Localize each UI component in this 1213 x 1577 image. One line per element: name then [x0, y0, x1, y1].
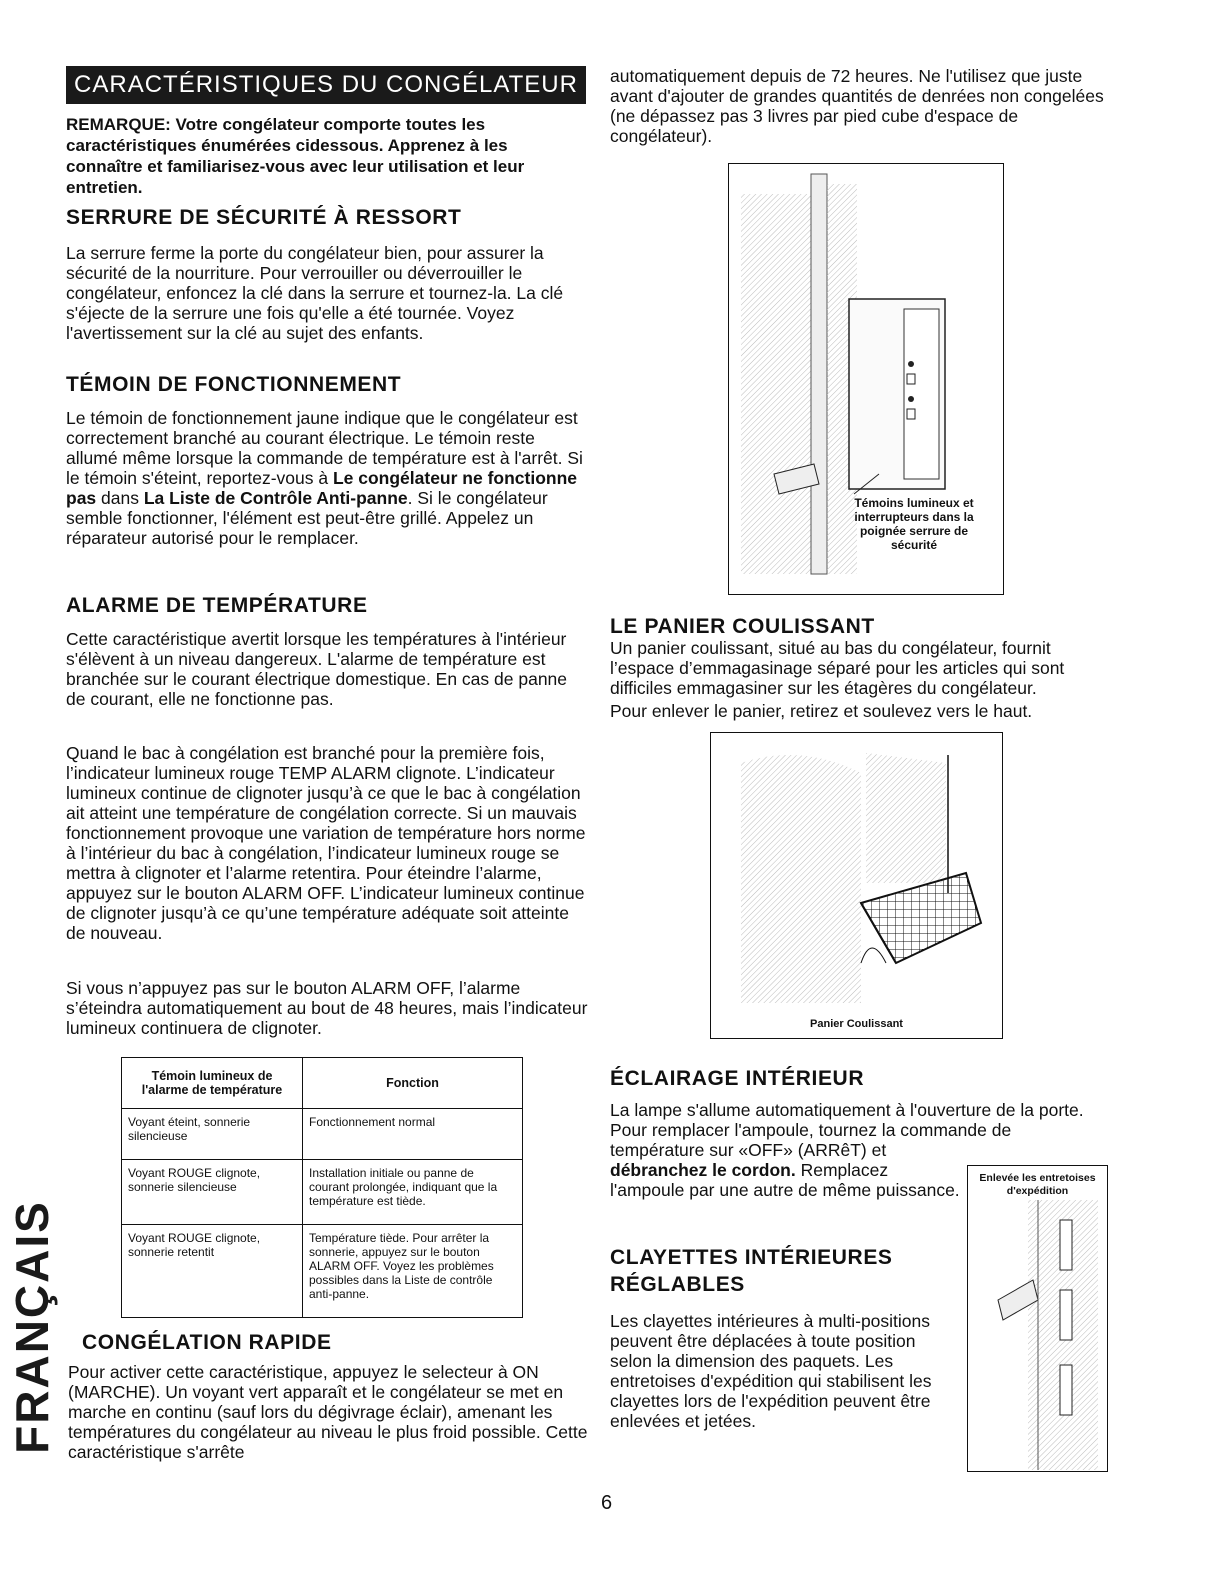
eclairage-rest: Remplacez l'ampoule par une autre de même puissance.: [610, 1160, 960, 1200]
alarme-p2: Quand le bac à congélation est branché pour la première fois, l’indicateur lumineux rouge TEMP ALARM clignote. L’indicateur lumineux continue de clignoter jusqu’à ce que le bac à congélation ait atteint une température de congélation correcte. Si un mauvais fonctionnement provoque une variation de température hors norme à l’intérieur du bac à congélation, l’indicateur lumineux rouge se mettra à clignoter et l’alarme retentira. Pour éteindre l’alarme, appuyez sur le bouton ALARM OFF. L’indicateur lumineux continue de clignoter jusqu’à ce qu’une température adéquate soit atteinte de nouveau.: [66, 743, 586, 943]
lock-caption: Témoins lumineux et interrupteurs dans la poignée serrure de sécurité: [854, 496, 974, 552]
table-cell-light: Voyant éteint, sonnerie silencieuse: [122, 1109, 303, 1160]
congelation-rapide-continued: automatiquement depuis de 72 heures. Ne l'utilisez que juste avant d'ajouter de grandes quantités de denrées non congelées (ne dépassez pas 3 livres par pied cube d'espace de congélateur).: [610, 66, 1104, 146]
table-header-light: Témoin lumineux de l'alarme de température: [122, 1058, 303, 1109]
temoin-text: [66, 408, 588, 548]
heading-alarme: ALARME DE TEMPÉRATURE: [66, 594, 368, 617]
table-cell-fonction: Fonctionnement normal: [303, 1109, 523, 1160]
alarm-table: [121, 1057, 523, 1318]
table-cell-fonction: Température tiède. Pour arrêter la sonnerie, appuyez sur le bouton ALARM OFF. Voyez les problèmes possibles dans la Liste de contrôle anti-panne.: [303, 1225, 523, 1318]
heading-eclairage: ÉCLAIRAGE INTÉRIEUR: [610, 1067, 865, 1090]
heading-temoin: TÉMOIN DE FONCTIONNEMENT: [66, 373, 402, 396]
shelves-caption: Enlevée les entretoises d'expédition: [979, 1172, 1096, 1197]
table-cell-light: Voyant ROUGE clignote, sonnerie silencieuse: [122, 1160, 303, 1225]
language-label: FRANÇAIS: [6, 1200, 59, 1454]
eclairage-text: [610, 1160, 960, 1200]
temoin-text-d: La Liste de Contrôle Anti-panne: [143, 488, 408, 508]
table-row: [122, 1160, 523, 1225]
basket-illustration: [711, 733, 1002, 1013]
figure-shelf-spacers: [967, 1165, 1108, 1472]
shelves-illustration: [968, 1200, 1107, 1470]
heading-serrure: SERRURE DE SÉCURITÉ À RESSORT: [66, 206, 462, 229]
table-row: [122, 1109, 523, 1160]
temoin-text-e: . Si le congélateur semble fonctionner, l'élément est peut-être grillé. Appelez un réparateur autorisé pour le remplacer.: [66, 488, 548, 548]
figure-basket: [710, 732, 1003, 1039]
table-cell-light: Voyant ROUGE clignote, sonnerie retentit: [122, 1225, 303, 1318]
temoin-text-a: Le témoin de fonctionnement jaune indique que le congélateur est correctement branché au courant électrique. Le témoin reste allumé même lorsque la commande de température est à l'arrêt. Si le témoin s'éteint, reportez-vous à: [66, 408, 583, 488]
basket-caption: Panier Coulissant: [810, 1018, 903, 1030]
figure-lock-handle: [728, 163, 1004, 595]
alarme-p3: Si vous n’appuyez pas sur le bouton ALARM OFF, l’alarme s’éteindra automatiquement au bout de 48 heures, mais l’indicateur lumineux continuera de clignoter.: [66, 978, 588, 1038]
serrure-text: La serrure ferme la porte du congélateur bien, pour assurer la sécurité de la nourriture. Pour verrouiller ou déverrouiller le congélateur, enfoncez la clé dans la serrure et tournez-la. La clé s'éjecte de la serrure une fois qu'elle a été tournée. Voyez l'avertissement sur la clé au sujet des enfants.: [66, 243, 564, 343]
temoin-text-c: dans: [96, 488, 144, 508]
table-row: [122, 1225, 523, 1318]
remarque-note: REMARQUE: Votre congélateur comporte toutes les caractéristiques énumérées cidessous. Apprenez à les connaître et familiarisez-vous avec leur utilisation et leur entretien.: [66, 115, 525, 197]
clayettes-text: Les clayettes intérieures à multi-positions peuvent être déplacées à toute position selon la dimension des paquets. Les entretoises d'expédition qui stabilisent les clayettes lors de l'expédition peuvent être enlevées et jetées.: [610, 1311, 932, 1431]
eclairage-line1: La lampe s'allume automatiquement à l'ouverture de la porte. Pour remplacer l'ampoule, tournez la commande de température sur «OFF» (ARRêT) et: [610, 1100, 1084, 1160]
alarme-p1: Cette caractéristique avertit lorsque les températures à l'intérieur s'élèvent à un niveau dangereux. L'alarme de température est branchée sur le courant électrique domestique. En cas de panne de courant, elle ne fonctionne pas.: [66, 629, 568, 709]
heading-panier: LE PANIER COULISSANT: [610, 615, 875, 638]
table-cell-fonction: Installation initiale ou panne de courant prolongée, indiquant que la température est tiède.: [303, 1160, 523, 1225]
page-number: 6: [600, 1492, 613, 1514]
temoin-text-b: Le congélateur ne fonctionne pas: [66, 468, 578, 508]
heading-congelation-rapide: CONGÉLATION RAPIDE: [82, 1331, 332, 1354]
panier-p1: Un panier coulissant, situé au bas du congélateur, fournit l’espace d’emmagasinage séparé pour les articles qui sont difficiles emmagasiner sur les étagères du congélateur.: [610, 638, 1065, 698]
language-side-tab: [2, 1200, 62, 1454]
table-header-row: [122, 1058, 523, 1109]
congelation-rapide-text: Pour activer cette caractéristique, appuyez le selecteur à ON (MARCHE). Un voyant vert apparaît et le congélateur se met en marche en continu (sauf lors du dégivrage éclair), amenant les températures du congélateur au niveau le plus froid possible. Cette caractéristique s'arrête: [68, 1362, 588, 1462]
eclairage-bold: débranchez le cordon.: [610, 1160, 796, 1180]
table-header-fonction: Fonction: [303, 1058, 523, 1109]
panier-p2: Pour enlever le panier, retirez et soulevez vers le haut.: [610, 701, 1033, 721]
page-title: CARACTÉRISTIQUES DU CONGÉLATEUR: [66, 66, 586, 104]
heading-clayettes-1: CLAYETTES INTÉRIEURES: [610, 1246, 893, 1269]
heading-clayettes-2: RÉGLABLES: [610, 1273, 745, 1296]
